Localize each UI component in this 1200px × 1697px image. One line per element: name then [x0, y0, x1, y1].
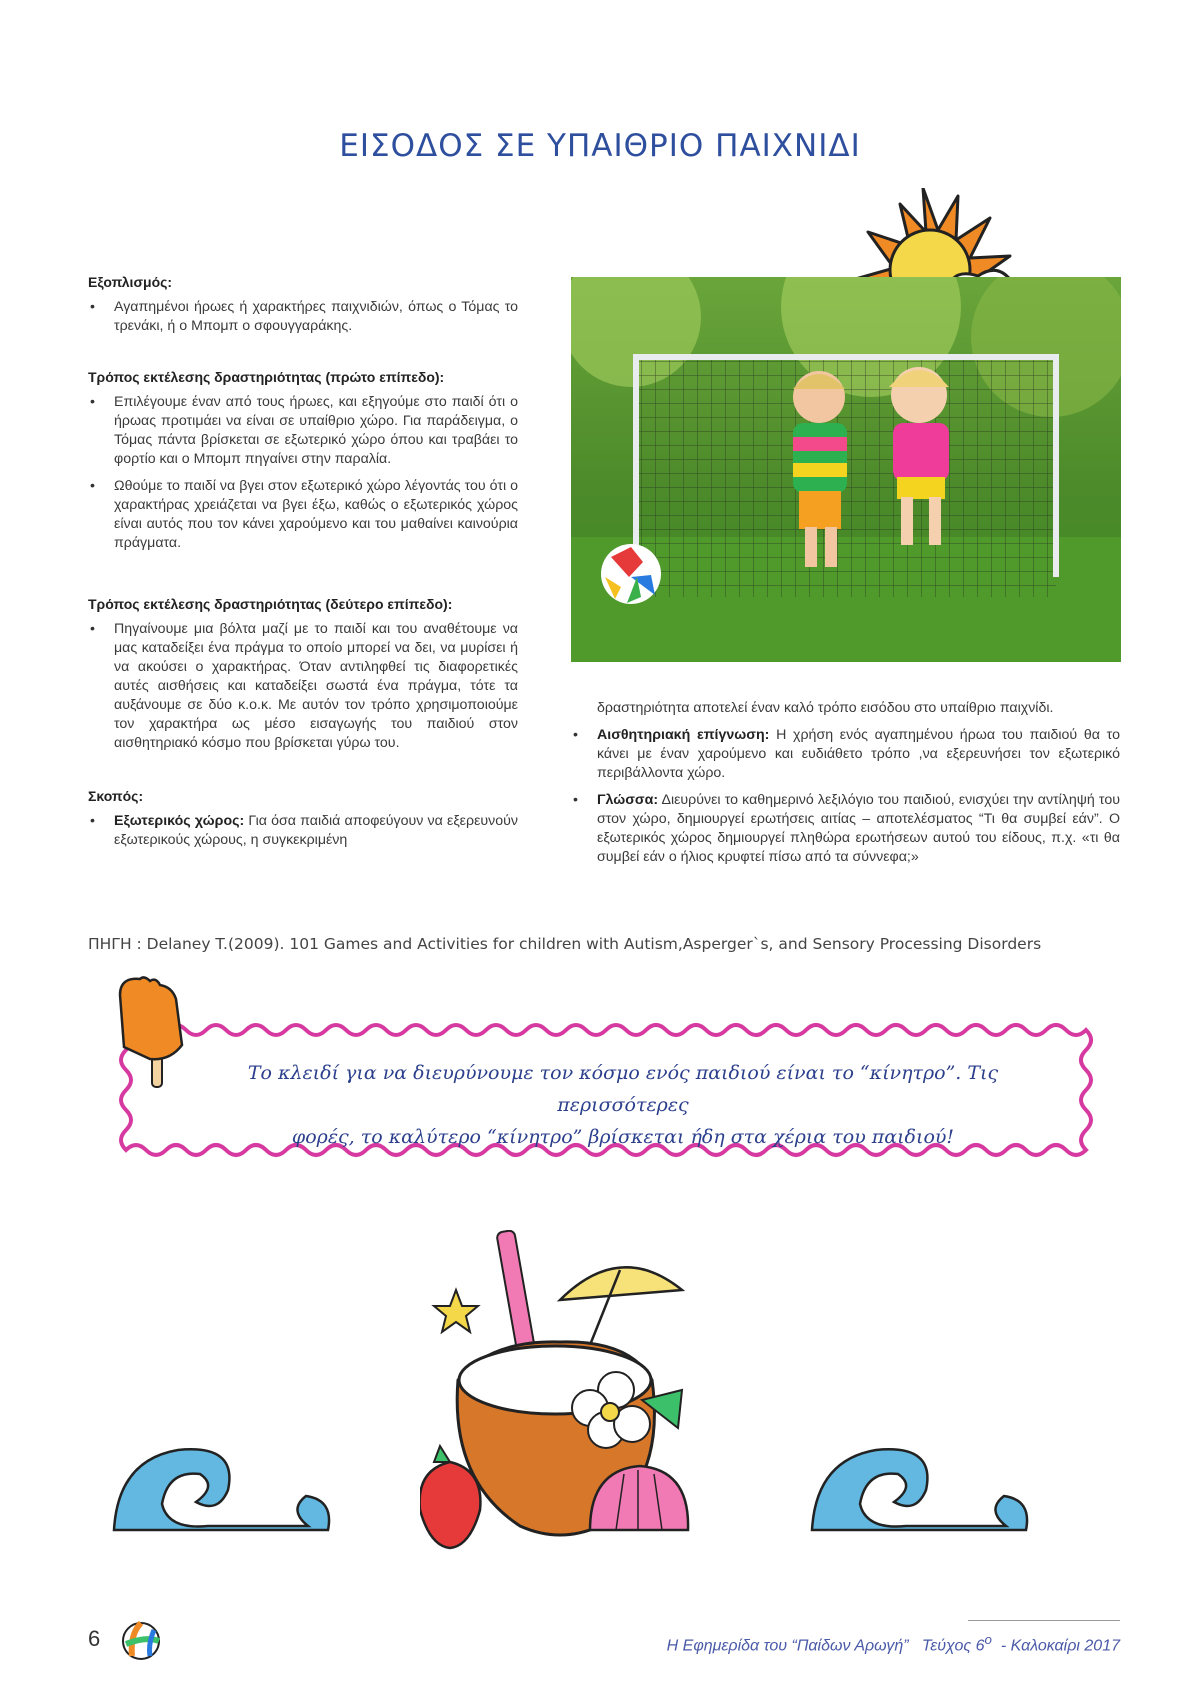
- page-number: 6: [88, 1626, 101, 1651]
- level1-heading: Τρόπος εκτέλεσης δραστηριότητας (πρώτο επίπεδο):: [88, 369, 445, 385]
- footer-text: [667, 1632, 1120, 1655]
- list-item: • Ωθούμε το παιδί να βγει στον εξωτερικό χώρο λέγοντάς του ότι ο χαρακτήρας χρειάζεται να βγει έξω, καθώς ο εξωτερικός χώρος είναι αυτός που τον κάνει χαρούμενο και του μαθαίνει καινούρια πράγματα.: [88, 477, 518, 553]
- sensory-text: Η χρήση ενός αγαπημένου ήρωα του παιδιού θα το κάνει με έναν χαρούμενο και ευδιάθετο τρόπο ,να εξερευνήσει τον εξωτερικό περιβάλλοντα χώρο.: [597, 727, 1120, 781]
- list-item: • Πηγαίνουμε μια βόλτα μαζί με το παιδί και του αναθέτουμε να μας καταδείξει ένα πράγμα το οποίο μπορεί να δει, να μυρίσει ή να ακούσει ο χαρακτήρας. Όταν αντιληφθεί τις διαφορετικές αυτές αισθήσεις και καταδείξει σωστά ένα πράγμα, τότε τα αυξάνουμε σε δύο κ.ο.κ. Με αυτόν τον τρόπο χρησιμοποιούμε τον χαρακτήρα ως μέσο εισαγωγής του παιδιού στον αισθητηριακό κόσμο που βρίσκεται γύρω του.: [88, 620, 518, 753]
- wave-right-icon: [806, 1430, 1036, 1540]
- list-item: • Επιλέγουμε έναν από τους ήρωες, και εξηγούμε στο παιδί ότι ο ήρωας προτιμάει να είναι σε υπαίθριο χώρο. Για παράδειγμα, ο Τόμας πάντα βρίσκεται σε εξωτερικό χώρο όπου και τραβάει το φορτίο και ο Μπομπ πηγαίνει στην παραλία.: [88, 393, 518, 469]
- beach-ball-icon: [120, 1620, 162, 1662]
- language-label: Γλώσσα:: [597, 792, 659, 808]
- equipment-heading: Εξοπλισμός:: [88, 274, 173, 290]
- outdoor-continuation: δραστηριότητα αποτελεί έναν καλό τρόπο εισόδου στο υπαίθριο παιχνίδι.: [597, 700, 1054, 716]
- list-item-language: [571, 791, 1120, 867]
- publication-name: Η Εφημερίδα του “Παίδων Αρωγή”: [666, 1637, 909, 1655]
- issue-ordinal: ο: [984, 1632, 992, 1647]
- list-item-sensory: [571, 726, 1120, 783]
- sensory-label: Αισθητηριακή επίγνωση:: [597, 727, 770, 743]
- outdoor-text: Για όσα παιδιά αποφεύγουν να εξερευνούν εξωτερικούς χώρους, η συγκεκριμένη: [114, 813, 518, 848]
- page-title: ΕΙΣΟΔΟΣ ΣΕ ΥΠΑΙΘΡΙΟ ΠΑΙΧΝΙΔΙ: [339, 128, 861, 164]
- goal-heading: Σκοπός:: [88, 788, 144, 804]
- footer-divider: [968, 1620, 1120, 1621]
- outdoor-label: Εξωτερικός χώρος:: [114, 813, 245, 829]
- issue-number: Τεύχος 6: [921, 1637, 985, 1655]
- coconut-drink-illustration: [420, 1230, 740, 1570]
- quote-text: [208, 1057, 1038, 1153]
- quote-line-2: φορές, το καλύτερο “κίνητρο” βρίσκεται ήδη στα χέρια του παιδιού!: [291, 1126, 955, 1148]
- star-icon: [434, 1290, 478, 1332]
- popsicle-icon: [110, 975, 200, 1095]
- quote-line-1: Το κλειδί για να διευρύνουμε τον κόσμο ενός παιδιού είναι το “κίνητρο”. Τις περισσότερες: [247, 1062, 999, 1116]
- source-citation: ΠΗΓΗ : Delaney T.(2009). 101 Games and Activities for children with Autism,Asperger`s, and Sensory Processing Disorders: [88, 935, 1042, 953]
- wave-left-icon: [108, 1430, 338, 1540]
- list-item: • Αγαπημένοι ήρωες ή χαρακτήρες παιχνιδιών, όπως ο Τόμας το τρενάκι, ή ο Μπομπ ο σφουγγαράκης.: [88, 298, 518, 336]
- list-item-outdoor: [88, 812, 518, 850]
- level2-heading: Τρόπος εκτέλεσης δραστηριότητας (δεύτερο επίπεδο):: [88, 596, 453, 612]
- language-text: Διευρύνει το καθημερινό λεξιλόγιο του παιδιού, ενισχύει την αντίληψή του στον χώρο, δημιουργεί ερωτήσεις αιτίας – αποτελέσματος “Τι θα συμβεί εάν”. Ο εξωτερικός χώρος δημιουργεί πληθώρα ερωτήσεων αυτού του είδους, π.χ. «τι θα συμβεί εάν ο ήλιος κρυφτεί πίσω από τα σύννεφα;»: [597, 792, 1120, 865]
- kids-soccer-photo: [571, 277, 1121, 662]
- right-column: [571, 699, 1120, 875]
- season: - Καλοκαίρι 2017: [1000, 1637, 1120, 1655]
- left-column: [88, 273, 518, 858]
